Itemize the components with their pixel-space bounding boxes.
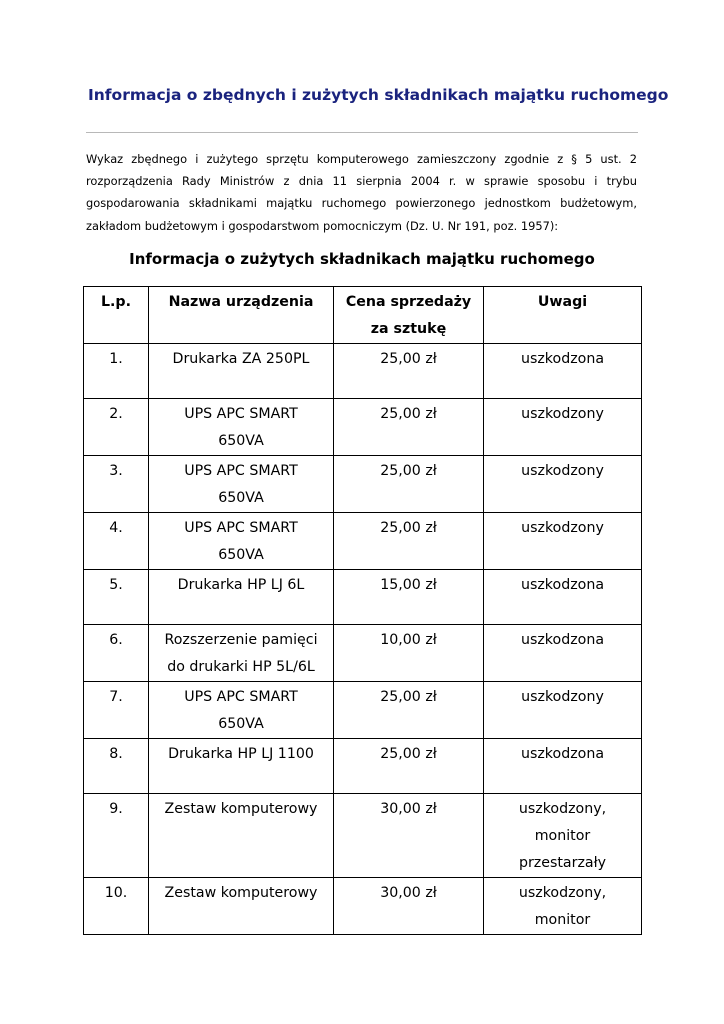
table-row xyxy=(84,878,642,935)
header-price-line1: Cena sprzedaży xyxy=(345,294,472,310)
header-price xyxy=(334,287,484,344)
cell-name-line: do drukarki HP 5L/6L xyxy=(167,659,315,675)
cell-name-line: Drukarka HP LJ 6L xyxy=(177,577,305,593)
table-row xyxy=(84,682,642,739)
cell-price: 25,00 zł xyxy=(334,344,484,399)
cell-price: 30,00 zł xyxy=(334,794,484,878)
cell-name xyxy=(149,399,334,456)
table-row xyxy=(84,344,642,399)
cell-name xyxy=(149,513,334,570)
cell-notes-line: przestarzały xyxy=(518,855,607,871)
cell-notes-line: uszkodzony xyxy=(521,463,604,479)
cell-price: 25,00 zł xyxy=(334,513,484,570)
cell-notes xyxy=(484,682,642,739)
cell-price: 25,00 zł xyxy=(334,456,484,513)
cell-lp: 4. xyxy=(84,513,149,570)
cell-notes-line: monitor xyxy=(534,828,591,844)
table-row xyxy=(84,456,642,513)
cell-name xyxy=(149,570,334,625)
cell-name xyxy=(149,625,334,682)
cell-price: 25,00 zł xyxy=(334,399,484,456)
cell-name-line: 650VA xyxy=(218,716,264,732)
table-row xyxy=(84,570,642,625)
cell-name-line: Zestaw komputerowy xyxy=(164,801,318,817)
cell-lp: 2. xyxy=(84,399,149,456)
cell-notes xyxy=(484,625,642,682)
cell-notes-line: uszkodzona xyxy=(520,577,605,593)
horizontal-divider xyxy=(86,132,638,133)
cell-notes xyxy=(484,794,642,878)
cell-name xyxy=(149,682,334,739)
cell-lp: 6. xyxy=(84,625,149,682)
header-name: Nazwa urządzenia xyxy=(149,287,334,344)
cell-name-line: UPS APC SMART xyxy=(184,463,298,479)
cell-lp: 9. xyxy=(84,794,149,878)
table-title: Informacja o zużytych składnikach majątku ruchomego xyxy=(129,250,595,268)
cell-notes-line: uszkodzony xyxy=(521,520,604,536)
cell-name-line: UPS APC SMART xyxy=(184,406,298,422)
cell-name-line: Drukarka ZA 250PL xyxy=(172,351,310,367)
cell-name-line: Drukarka HP LJ 1100 xyxy=(168,746,314,762)
header-notes: Uwagi xyxy=(484,287,642,344)
table-row xyxy=(84,399,642,456)
cell-price: 15,00 zł xyxy=(334,570,484,625)
cell-name-line: UPS APC SMART xyxy=(184,689,298,705)
cell-name-line: 650VA xyxy=(218,547,264,563)
header-lp: L.p. xyxy=(84,287,149,344)
cell-lp: 3. xyxy=(84,456,149,513)
cell-notes-line: monitor xyxy=(534,912,591,928)
cell-notes-line: uszkodzony xyxy=(521,689,604,705)
table-row xyxy=(84,513,642,570)
cell-lp: 5. xyxy=(84,570,149,625)
cell-notes xyxy=(484,399,642,456)
cell-name xyxy=(149,739,334,794)
cell-name xyxy=(149,456,334,513)
cell-name xyxy=(149,794,334,878)
cell-notes-line: uszkodzony, xyxy=(518,885,607,901)
cell-notes xyxy=(484,344,642,399)
page-title: Informacja o zbędnych i zużytych składnikach majątku ruchomego xyxy=(88,86,669,104)
cell-name-line: UPS APC SMART xyxy=(184,520,298,536)
table-row xyxy=(84,794,642,878)
cell-price: 10,00 zł xyxy=(334,625,484,682)
cell-notes-line: uszkodzona xyxy=(520,351,605,367)
cell-notes-line: uszkodzony, xyxy=(518,801,607,817)
header-price-line2: za sztukę xyxy=(370,321,447,337)
cell-lp: 8. xyxy=(84,739,149,794)
cell-notes xyxy=(484,878,642,935)
cell-notes-line: uszkodzona xyxy=(520,632,605,648)
cell-name-line: 650VA xyxy=(218,490,264,506)
cell-lp: 10. xyxy=(84,878,149,935)
cell-name-line: Zestaw komputerowy xyxy=(164,885,318,901)
cell-price: 25,00 zł xyxy=(334,682,484,739)
cell-lp: 1. xyxy=(84,344,149,399)
cell-name-line: Rozszerzenie pamięci xyxy=(164,632,318,648)
cell-lp: 7. xyxy=(84,682,149,739)
cell-notes xyxy=(484,456,642,513)
cell-notes xyxy=(484,739,642,794)
cell-notes-line: uszkodzony xyxy=(521,406,604,422)
cell-notes xyxy=(484,570,642,625)
cell-name xyxy=(149,878,334,935)
cell-price: 25,00 zł xyxy=(334,739,484,794)
cell-notes xyxy=(484,513,642,570)
cell-name-line: 650VA xyxy=(218,433,264,449)
table-row xyxy=(84,625,642,682)
cell-price: 30,00 zł xyxy=(334,878,484,935)
table-header-row xyxy=(84,287,642,344)
table-row xyxy=(84,739,642,794)
assets-table xyxy=(83,286,642,935)
cell-name xyxy=(149,344,334,399)
intro-paragraph: Wykaz zbędnego i zużytego sprzętu komputerowego zamieszczony zgodnie z § 5 ust. 2 rozporządzenia Rady Ministrów z dnia 11 sierpnia 2004 r. w sprawie sposobu i trybu gospodarowania składnikami majątku ruchomego powierzonego jednostkom budżetowym, zakładom budżetowym i gospodarstwom pomocniczym (Dz. U. Nr 191, poz. 1957): xyxy=(86,152,637,233)
cell-notes-line: uszkodzona xyxy=(520,746,605,762)
